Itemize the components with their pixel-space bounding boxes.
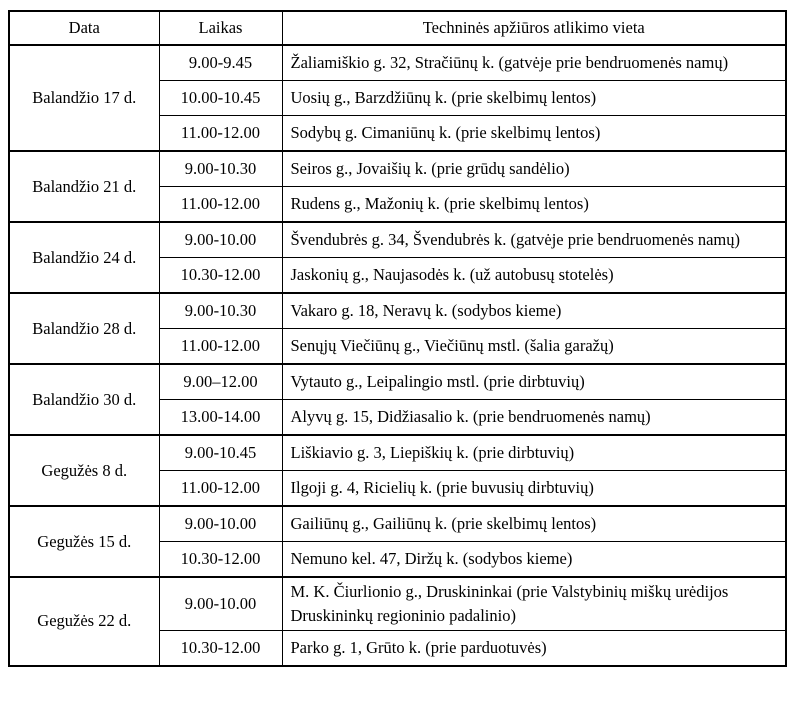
time-cell: 9.00-10.00 — [159, 577, 282, 630]
column-header-place: Techninės apžiūros atlikimo vieta — [282, 11, 786, 45]
table-row — [9, 293, 786, 329]
place-cell: Parko g. 1, Grūto k. (prie parduotuvės) — [282, 630, 786, 666]
time-cell: 10.00-10.45 — [159, 81, 282, 116]
time-cell: 10.30-12.00 — [159, 630, 282, 666]
time-cell: 11.00-12.00 — [159, 471, 282, 507]
place-cell: Liškiavio g. 3, Liepiškių k. (prie dirbtuvių) — [282, 435, 786, 471]
place-cell: Žaliamiškio g. 32, Stračiūnų k. (gatvėje prie bendruomenės namų) — [282, 45, 786, 81]
date-cell: Gegužės 8 d. — [9, 435, 159, 506]
place-cell: Nemuno kel. 47, Diržų k. (sodybos kieme) — [282, 542, 786, 578]
header-row — [9, 11, 786, 45]
table-row — [9, 506, 786, 542]
table-row — [9, 222, 786, 258]
place-cell: Gailiūnų g., Gailiūnų k. (prie skelbimų lentos) — [282, 506, 786, 542]
time-cell: 9.00-10.30 — [159, 293, 282, 329]
date-cell: Balandžio 28 d. — [9, 293, 159, 364]
time-cell: 9.00-9.45 — [159, 45, 282, 81]
table-row — [9, 151, 786, 187]
place-cell: Vakaro g. 18, Neravų k. (sodybos kieme) — [282, 293, 786, 329]
time-cell: 11.00-12.00 — [159, 187, 282, 223]
time-cell: 10.30-12.00 — [159, 542, 282, 578]
place-cell: Senųjų Viečiūnų g., Viečiūnų mstl. (šalia garažų) — [282, 329, 786, 365]
date-cell: Balandžio 17 d. — [9, 45, 159, 151]
date-cell: Balandžio 21 d. — [9, 151, 159, 222]
time-cell: 9.00-10.45 — [159, 435, 282, 471]
date-cell: Balandžio 30 d. — [9, 364, 159, 435]
time-cell: 9.00-10.00 — [159, 222, 282, 258]
place-cell: Ilgoji g. 4, Ricielių k. (prie buvusių dirbtuvių) — [282, 471, 786, 507]
table-row — [9, 364, 786, 400]
place-cell: Jaskonių g., Naujasodės k. (už autobusų stotelės) — [282, 258, 786, 294]
place-cell: Švendubrės g. 34, Švendubrės k. (gatvėje prie bendruomenės namų) — [282, 222, 786, 258]
schedule-body — [9, 45, 786, 666]
table-row — [9, 435, 786, 471]
date-cell: Balandžio 24 d. — [9, 222, 159, 293]
column-header-date: Data — [9, 11, 159, 45]
column-header-time: Laikas — [159, 11, 282, 45]
time-cell: 9.00-10.30 — [159, 151, 282, 187]
time-cell: 13.00-14.00 — [159, 400, 282, 436]
place-cell: Uosių g., Barzdžiūnų k. (prie skelbimų lentos) — [282, 81, 786, 116]
place-cell: Sodybų g. Cimaniūnų k. (prie skelbimų lentos) — [282, 116, 786, 152]
time-cell: 10.30-12.00 — [159, 258, 282, 294]
table-header — [9, 11, 786, 45]
place-cell: Alyvų g. 15, Didžiasalio k. (prie bendruomenės namų) — [282, 400, 786, 436]
place-cell: M. K. Čiurlionio g., Druskininkai (prie Valstybinių miškų urėdijos Druskininkų regioninio padalinio) — [282, 577, 786, 630]
place-cell: Seiros g., Jovaišių k. (prie grūdų sandėlio) — [282, 151, 786, 187]
inspection-schedule-table — [8, 10, 787, 667]
date-cell: Gegužės 15 d. — [9, 506, 159, 577]
date-cell: Gegužės 22 d. — [9, 577, 159, 666]
time-cell: 9.00–12.00 — [159, 364, 282, 400]
time-cell: 11.00-12.00 — [159, 329, 282, 365]
time-cell: 11.00-12.00 — [159, 116, 282, 152]
place-cell: Vytauto g., Leipalingio mstl. (prie dirbtuvių) — [282, 364, 786, 400]
table-row — [9, 577, 786, 630]
time-cell: 9.00-10.00 — [159, 506, 282, 542]
place-cell: Rudens g., Mažonių k. (prie skelbimų lentos) — [282, 187, 786, 223]
table-row — [9, 45, 786, 81]
